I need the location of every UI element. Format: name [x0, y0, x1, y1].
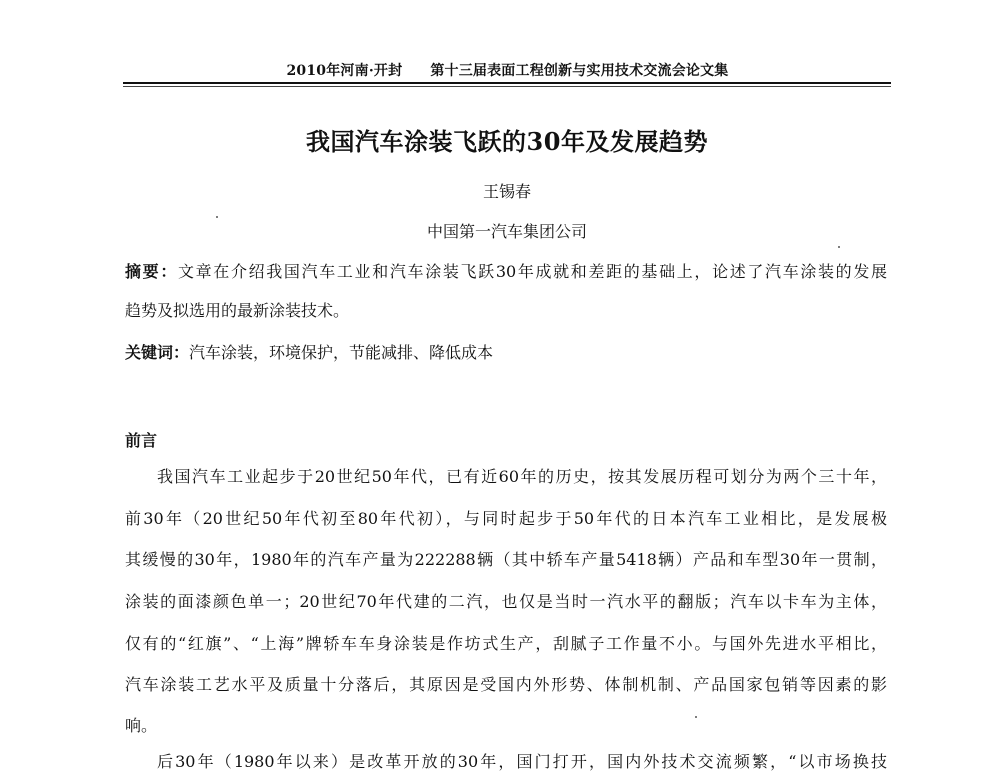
header-rule-thick: [123, 82, 891, 84]
abstract-label: 摘要：: [125, 262, 178, 281]
header-rule-thin: [123, 86, 891, 87]
body-line-8: 后30年（1980年以来）是改革开放的30年，国门打开，国内外技术交流频繁，“以市场换技: [157, 752, 887, 771]
keywords-text: 汽车涂装，环境保护，节能减排、降低成本: [189, 343, 494, 362]
keywords-line: [125, 343, 493, 363]
header-proceedings: 第十三届表面工程创新与实用技术交流会论文集: [430, 63, 729, 79]
body-line-1: 我国汽车工业起步于20世纪50年代，已有近60年的历史，按其发展历程可划分为两个三十年，: [157, 467, 887, 486]
section-heading: 前言: [125, 431, 158, 450]
running-header: [125, 60, 890, 80]
body-line-2: 前30年（20世纪50年代初至80年代初），与同时起步于50年代的日本汽车工业相比，是发展极: [125, 509, 887, 528]
body-line-6: 汽车涂装工艺水平及质量十分落后，其原因是受国内外形势、体制机制、产品国家包销等因素的影: [125, 675, 887, 694]
body-line-3: 其缓慢的30年，1980年的汽车产量为222288辆（其中轿车产量5418辆）产品和车型30年一贯制，: [125, 550, 887, 569]
keywords-label: 关键词：: [125, 343, 190, 362]
body-line-5: 仅有的“红旗”、“上海”牌轿车车身涂装是作坊式生产，刮腻子工作量不小。与国外先进水平相比，: [125, 634, 887, 653]
scan-speck: [838, 246, 840, 248]
header-conference: 2010年河南·开封: [286, 63, 403, 79]
scan-speck: [695, 716, 697, 718]
abstract-line-1: [125, 262, 887, 282]
paper-title: 我国汽车涂装飞跃的30年及发展趋势: [306, 127, 708, 156]
body-line-4: 涂装的面漆颜色单一；20世纪70年代建的二汽，也仅是当时一汽水平的翻版；汽车以卡车为主体，: [125, 592, 887, 611]
paper-author: 王锡春: [482, 182, 531, 201]
scan-speck: [216, 216, 218, 218]
abstract-text-2: 趋势及拟选用的最新涂装技术。: [125, 301, 350, 320]
abstract-text-1: 文章在介绍我国汽车工业和汽车涂装飞跃30年成就和差距的基础上，论述了汽车涂装的发展: [177, 262, 887, 281]
paper-affiliation: 中国第一汽车集团公司: [426, 222, 587, 241]
body-line-7: 响。: [125, 716, 158, 735]
